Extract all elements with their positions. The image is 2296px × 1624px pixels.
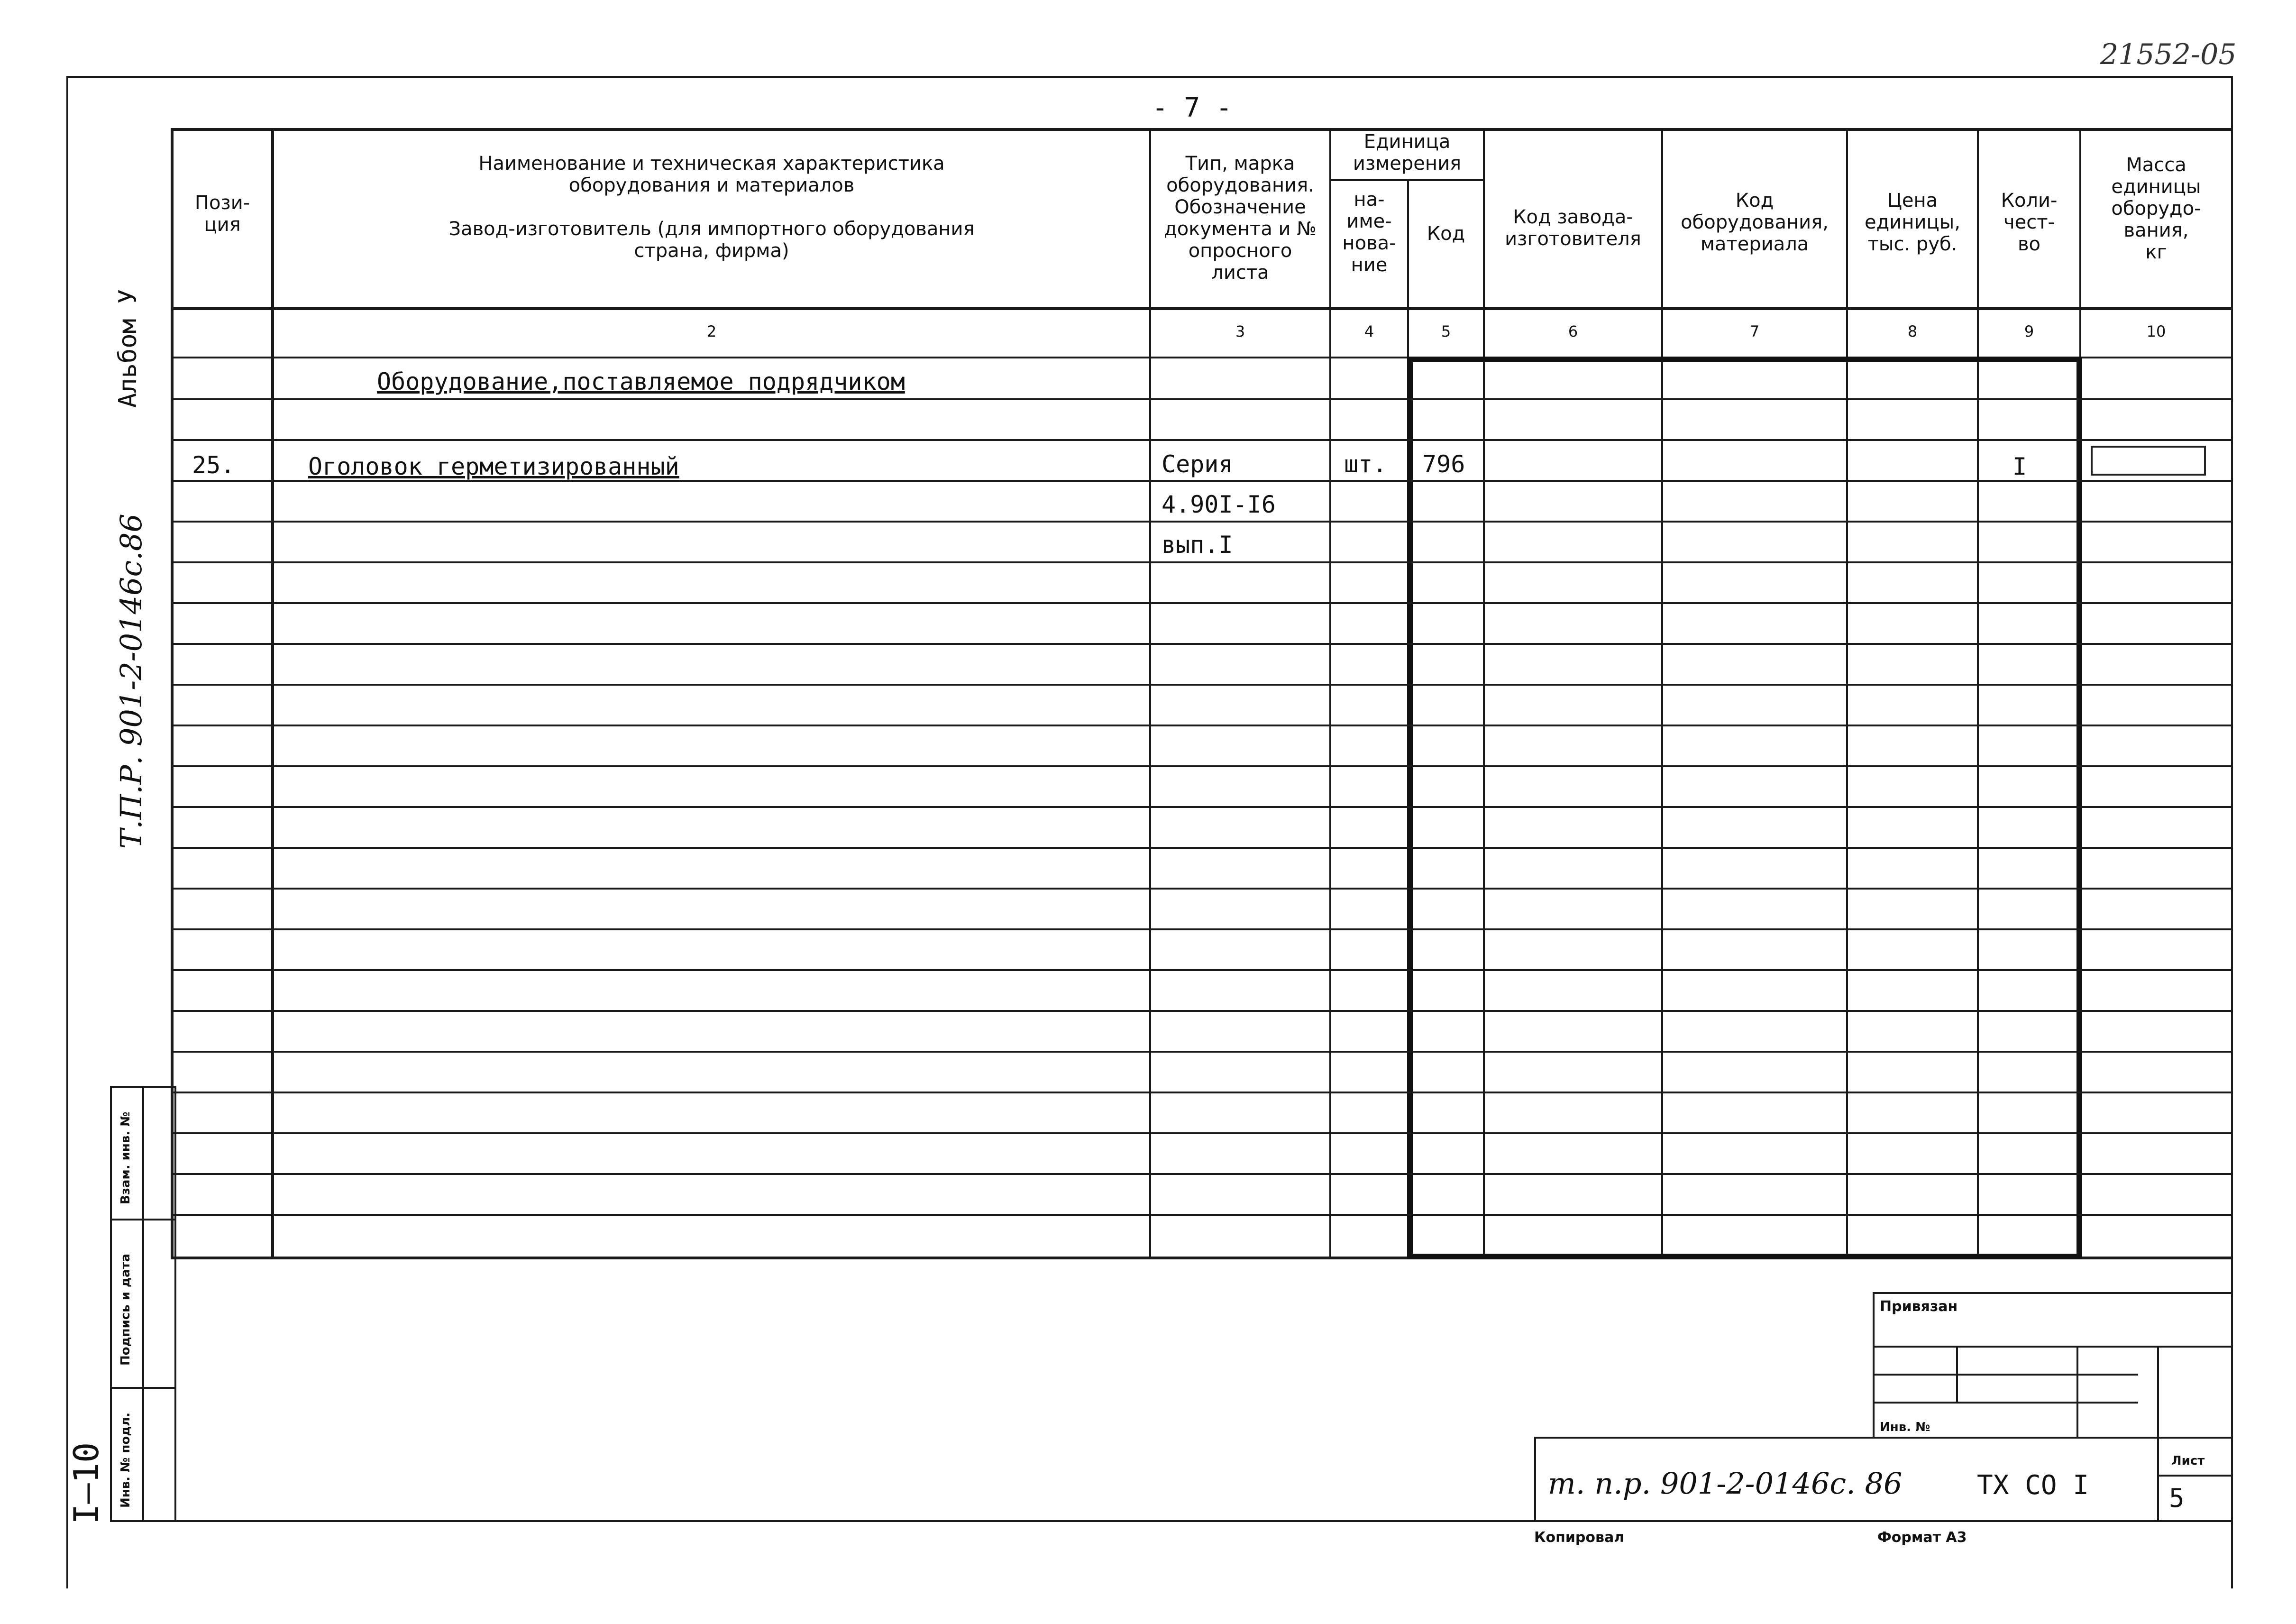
tb-line-d xyxy=(1873,1437,2231,1439)
row-line xyxy=(174,561,2231,563)
header-name: Наименование и техническая характеристика оборудования и материалов Завод-изготовитель (для импортного оборудования страна, фирма) xyxy=(448,153,975,262)
tb-line-e xyxy=(2157,1475,2231,1477)
tb-v-2 xyxy=(2076,1346,2078,1437)
row-name: Оголовок герметизированный xyxy=(308,453,679,480)
tb-inv-no: Инв. № xyxy=(1880,1420,1930,1434)
frame-right xyxy=(2231,76,2233,1588)
row-line xyxy=(174,725,2231,726)
row-line xyxy=(174,1132,2231,1134)
stamp-inv-value: I—10 xyxy=(66,1442,106,1524)
row-unit-code: 796 xyxy=(1422,450,1465,478)
row-line xyxy=(174,1051,2231,1053)
row-quantity: I xyxy=(2012,453,2027,480)
thick-box-bottom xyxy=(1407,1254,2082,1259)
thick-box-left xyxy=(1407,357,1413,1259)
thick-box-right xyxy=(2076,357,2082,1259)
colnum-7: 7 xyxy=(1749,322,1760,340)
stamp-right xyxy=(174,1086,176,1522)
row-line xyxy=(174,765,2231,767)
header-type: Тип, марка оборудования. Обозначение документа и № опросного листа xyxy=(1164,153,1317,284)
header-position: Пози- ция xyxy=(194,192,250,236)
header-factory-code: Код завода- изготовителя xyxy=(1505,206,1641,250)
stamp-vzam-label: Взам. инв. № xyxy=(119,1111,133,1204)
row-type-line-1: Серия xyxy=(1162,450,1233,478)
stamp-line-3 xyxy=(110,1387,174,1389)
row-line xyxy=(174,1214,2231,1216)
header-unit-name: на- име- нова- ние xyxy=(1342,189,1396,276)
row-line xyxy=(174,602,2231,604)
side-project-label: Т.П.Р. 901-2-0146с.86 xyxy=(114,514,148,849)
row-type-line-3: вып.I xyxy=(1162,531,1233,559)
mass-empty-box xyxy=(2091,446,2206,476)
col-line-8 xyxy=(1977,128,1979,1259)
col-line-6 xyxy=(1661,128,1663,1259)
row-line xyxy=(174,928,2231,930)
tb-line-c xyxy=(1873,1402,2138,1404)
table-top xyxy=(171,128,2233,131)
header-unit-group: Единица измерения xyxy=(1353,131,1462,174)
tb-main-left xyxy=(1534,1437,1536,1522)
row-line xyxy=(174,1092,2231,1093)
page-number: - 7 - xyxy=(1152,92,1232,123)
frame-left xyxy=(66,76,68,1588)
tb-line-top xyxy=(1873,1292,2231,1294)
row-line xyxy=(174,806,2231,808)
frame-top xyxy=(66,76,2233,78)
row-line xyxy=(174,643,2231,645)
row-line xyxy=(174,969,2231,971)
col-line-2 xyxy=(1149,128,1151,1259)
col-line-3 xyxy=(1329,128,1331,1259)
header-bottom xyxy=(171,307,2233,310)
section-title: Оборудование,поставляемое подрядчиком xyxy=(377,368,905,395)
tb-line-b xyxy=(1873,1374,2138,1376)
colnum-10: 10 xyxy=(2146,322,2166,340)
row-line xyxy=(174,888,2231,890)
row-line xyxy=(174,1010,2231,1012)
row-line xyxy=(174,684,2231,686)
tb-main-top xyxy=(1534,1437,1875,1439)
tb-doc-code: т. п.р. 901-2-0146с. 86 xyxy=(1548,1466,1903,1501)
tb-sheet-code: ТХ СО I xyxy=(1977,1470,2089,1501)
thick-box-top xyxy=(1407,357,2082,362)
row-line xyxy=(174,1173,2231,1175)
header-price: Цена единицы, тыс. руб. xyxy=(1865,190,1960,255)
row-line xyxy=(174,847,2231,849)
colnum-3: 3 xyxy=(1235,322,1245,340)
header-unit-code: Код xyxy=(1427,223,1465,245)
tb-kopiroval: Копировал xyxy=(1534,1529,1625,1546)
stamp-inv-label: Инв. № подл. xyxy=(119,1412,133,1508)
tb-format: Формат А3 xyxy=(1877,1529,1967,1546)
header-mass: Масса единицы оборудо- вания, кг xyxy=(2111,154,2201,263)
header-equipment-code: Код оборудования, материала xyxy=(1681,190,1829,255)
colnum-5: 5 xyxy=(1441,322,1451,340)
tb-v-left xyxy=(1873,1292,1875,1437)
stamp-line-bottom xyxy=(110,1520,2231,1522)
tb-list-label: Лист xyxy=(2171,1454,2205,1468)
row-position: 25. xyxy=(192,451,235,479)
colnum-8: 8 xyxy=(1907,322,1918,340)
tb-line-a xyxy=(1873,1346,2231,1348)
row-type-line-2: 4.90I-I6 xyxy=(1162,491,1276,518)
row-unit-name: шт. xyxy=(1344,450,1387,478)
col-line-1 xyxy=(271,128,274,1259)
side-album-label: Альбом У xyxy=(114,289,142,408)
colnum-2: 2 xyxy=(706,322,717,340)
header-quantity: Коли- чест- во xyxy=(2001,190,2058,255)
row-line xyxy=(174,521,2231,523)
colnum-4: 4 xyxy=(1364,322,1374,340)
col-line-0 xyxy=(171,128,174,1259)
colnum-9: 9 xyxy=(2024,322,2034,340)
tb-list-value: 5 xyxy=(2169,1483,2185,1513)
stamp-line-top xyxy=(110,1086,174,1088)
stamp-mid xyxy=(142,1086,144,1522)
tb-v-3 xyxy=(2157,1346,2159,1522)
col-line-7 xyxy=(1846,128,1848,1259)
stamp-line-2 xyxy=(110,1219,174,1220)
tb-privyazan: Привязан xyxy=(1880,1298,1958,1315)
row-line xyxy=(174,398,2231,400)
tb-v-1 xyxy=(1956,1346,1958,1402)
row-line xyxy=(174,439,2231,441)
document-number: 21552-05 xyxy=(2100,38,2237,71)
colnum-6: 6 xyxy=(1568,322,1578,340)
stamp-podpis-label: Подпись и дата xyxy=(119,1253,133,1366)
col-line-5 xyxy=(1483,128,1485,1259)
stamp-left xyxy=(110,1086,112,1522)
